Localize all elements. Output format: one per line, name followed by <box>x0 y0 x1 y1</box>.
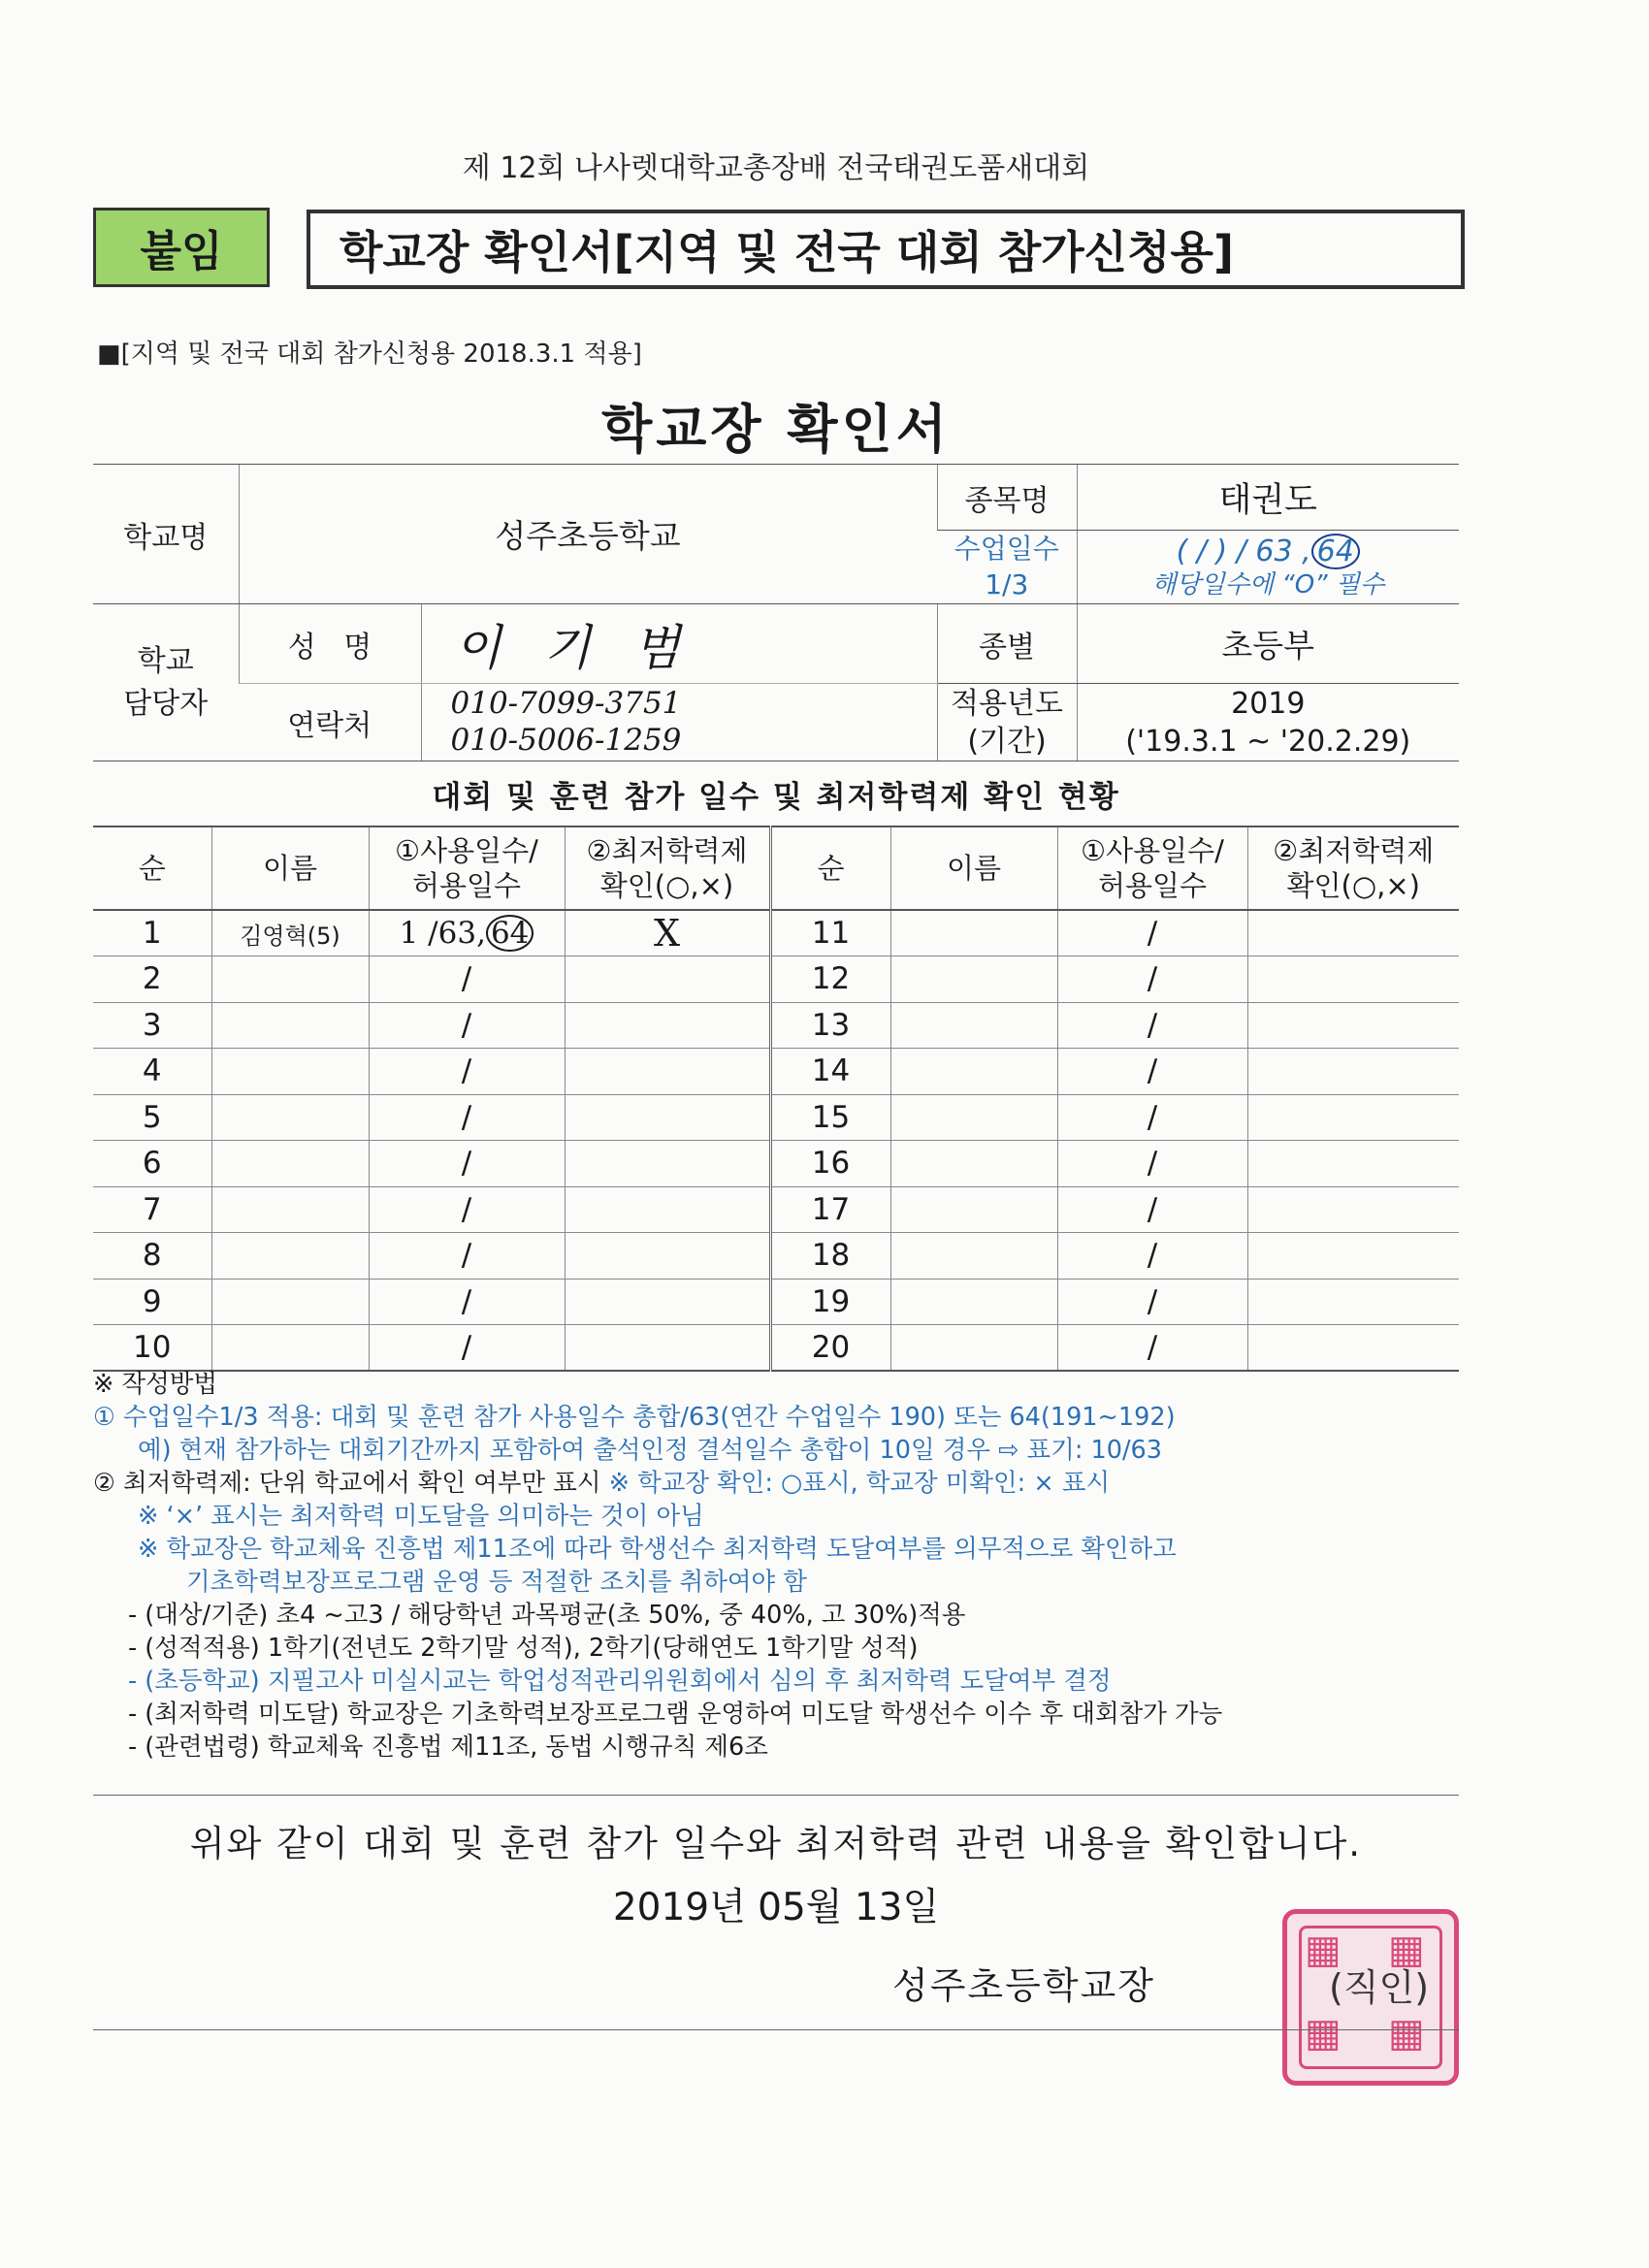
row-check-right <box>1247 1094 1459 1141</box>
row-days-text: / <box>461 1330 472 1365</box>
header-days <box>369 826 565 910</box>
table-row <box>93 1279 1459 1325</box>
table-header-row <box>93 826 1459 910</box>
row-no-right <box>770 956 890 1003</box>
row-no-text: 6 <box>142 1146 162 1182</box>
row-days <box>369 1002 565 1049</box>
table-row <box>93 1049 1459 1095</box>
row-no <box>93 1002 211 1049</box>
row-name <box>211 1002 369 1049</box>
row-days-right <box>1057 1279 1247 1325</box>
year-number: 2019 <box>1231 686 1306 721</box>
row-days-right-text: / <box>1147 916 1158 951</box>
header-days-line2: 허용일수 <box>411 869 522 902</box>
method-line-9: - (초등학교) 지필고사 미실시교는 학업성적관리위원회에서 심의 후 최저학력 도달여부 결정 <box>128 1667 1112 1696</box>
row-no-right <box>770 1141 890 1187</box>
method-line-4: ※ ‘×’ 표시는 최저학력 미도달을 의미하는 것이 아님 <box>138 1502 704 1531</box>
row-check-right <box>1247 1279 1459 1325</box>
attachment-badge: 붙임 <box>93 208 270 287</box>
method-line-1: ① 수업일수1/3 적용: 대회 및 훈련 참가 사용일수 총합/63(연간 수업일수 190) 또는 64(191~192) <box>93 1403 1176 1432</box>
row-days-right <box>1057 1094 1247 1141</box>
method-line-8: - (성적적용) 1학기(전년도 2학기말 성적), 2학기(당해연도 1학기말 성적) <box>128 1634 919 1663</box>
row-days-text: / <box>461 1053 472 1089</box>
row-days-text: / <box>461 1191 472 1227</box>
row-no-right <box>770 910 890 956</box>
row-no-right-text: 14 <box>811 1053 851 1089</box>
header-days-right <box>1057 826 1247 910</box>
row-days-text: 1 /63, <box>399 915 486 951</box>
row-no <box>93 910 211 956</box>
row-days-right <box>1057 1049 1247 1095</box>
year-label-line1: 적용년도 <box>951 686 1063 721</box>
row-days-text: / <box>461 1007 472 1043</box>
table-row <box>93 956 1459 1003</box>
header-min-right-line2: 확인(○,×) <box>1286 869 1420 902</box>
header-min-line2: 확인(○,×) <box>599 869 734 902</box>
row-no-text: 9 <box>142 1283 162 1319</box>
row-name-right <box>890 1325 1057 1372</box>
class-days-fraction: ( / ) / 63 , <box>1176 534 1311 568</box>
class-days-label-line1: 수업일수 <box>954 533 1059 566</box>
row-no <box>93 1279 211 1325</box>
row-days-right-text: / <box>1147 961 1158 997</box>
row-days-right-text: / <box>1147 1007 1158 1043</box>
name-label: 성 명 <box>239 604 421 684</box>
document-title: 학교장 확인서 <box>601 399 951 460</box>
row-days <box>369 1279 565 1325</box>
header-days-line1: ①사용일수/ <box>395 833 538 867</box>
sport-label: 종목명 <box>937 465 1077 531</box>
row-no <box>93 1141 211 1187</box>
row-no-text: 10 <box>133 1330 172 1365</box>
row-name-right <box>890 956 1057 1003</box>
row-no <box>93 1325 211 1372</box>
row-name-text: 김영혁(5) <box>240 922 340 950</box>
row-days-right-text: / <box>1147 1330 1158 1365</box>
row-days <box>369 956 565 1003</box>
method-line-11: - (관련법령) 학교체육 진흥법 제11조, 동법 시행규칙 제6조 <box>128 1733 768 1762</box>
row-check-right <box>1247 910 1459 956</box>
seal-mark: ▦ <box>1305 2011 1342 2056</box>
row-name-right <box>890 1049 1057 1095</box>
divider-top <box>93 1795 1459 1796</box>
row-no-right-text: 20 <box>811 1330 851 1365</box>
row-no-right <box>770 1233 890 1280</box>
seal-label: (직인) <box>1329 1966 1430 2009</box>
row-days <box>369 1325 565 1372</box>
row-no-right <box>770 1049 890 1095</box>
row-days-right-text: / <box>1147 1099 1158 1135</box>
row-name-right <box>890 910 1057 956</box>
row-name <box>211 1233 369 1280</box>
row-check <box>565 1279 770 1325</box>
header-name: 이름 <box>211 826 369 910</box>
row-no-text: 2 <box>142 961 162 997</box>
phone-1: 010-7099-3751 <box>450 686 682 722</box>
seal-mark: ▦ <box>1388 1928 1425 1972</box>
table-row <box>93 1094 1459 1141</box>
row-no-right <box>770 1325 890 1372</box>
row-days <box>369 910 565 956</box>
row-name <box>211 1186 369 1233</box>
table-row <box>93 1186 1459 1233</box>
name-value: 이 기 범 <box>421 604 937 684</box>
row-no-right <box>770 1279 890 1325</box>
method-line-3 <box>93 1467 1471 1500</box>
row-days <box>369 1186 565 1233</box>
school-label: 학교명 <box>93 465 239 604</box>
row-check-right <box>1247 1325 1459 1372</box>
row-check <box>565 956 770 1003</box>
row-no-text: 8 <box>142 1238 162 1274</box>
divider-bottom <box>93 2029 1459 2030</box>
row-no-text: 3 <box>142 1007 162 1043</box>
row-check-text: X <box>653 912 681 955</box>
row-check <box>565 1094 770 1141</box>
table-row <box>93 1141 1459 1187</box>
row-name-right <box>890 1094 1057 1141</box>
row-no-right-text: 18 <box>811 1238 851 1274</box>
row-no <box>93 1233 211 1280</box>
method-line-5: ※ 학교장은 학교체육 진흥법 제11조에 따라 학생선수 최저학력 도달여부를 의무적으로 확인하고 <box>138 1535 1177 1564</box>
header-min-right <box>1247 826 1459 910</box>
row-name <box>211 1325 369 1372</box>
row-check <box>565 1141 770 1187</box>
row-name <box>211 1141 369 1187</box>
row-days-text: / <box>461 1238 472 1274</box>
row-days-text: / <box>461 1283 472 1319</box>
row-check <box>565 910 770 956</box>
confirm-text: 위와 같이 대회 및 훈련 참가 일수와 최저학력 관련 내용을 확인합니다. <box>189 1823 1363 1864</box>
row-days-right <box>1057 1325 1247 1372</box>
date-line: 2019년 05월 13일 <box>612 1886 940 1929</box>
apply-note: ■[지역 및 전국 대회 참가신청용 2018.3.1 적용] <box>97 340 642 369</box>
method-line-10: - (최저학력 미도달) 학교장은 기초학력보장프로그램 운영하여 미도달 학생선수 이수 후 대회참가 가능 <box>128 1700 1223 1729</box>
row-days <box>369 1094 565 1141</box>
class-days-note: 해당일수에 “O” 필수 <box>1151 570 1385 599</box>
table-row <box>93 1325 1459 1372</box>
row-name-right <box>890 1141 1057 1187</box>
row-no-right-text: 17 <box>811 1191 851 1227</box>
seal-mark: ▦ <box>1388 2011 1425 2056</box>
row-name <box>211 956 369 1003</box>
method-line-2: 예) 현재 참가하는 대회기간까지 포함하여 출석인정 결석일수 총합이 10일 경우 ⇨ 표기: 10/63 <box>138 1436 1162 1465</box>
table-row <box>93 1233 1459 1280</box>
row-name-right <box>890 1279 1057 1325</box>
row-check <box>565 1049 770 1095</box>
row-name-right <box>890 1186 1057 1233</box>
table-row <box>93 1002 1459 1049</box>
contact-person-label-line2: 담당자 <box>123 686 209 721</box>
header-name-right: 이름 <box>890 826 1057 910</box>
header-days-right-line2: 허용일수 <box>1097 869 1208 902</box>
row-check <box>565 1186 770 1233</box>
class-days-label-line2: 1/3 <box>985 567 1029 600</box>
table-row <box>93 910 1459 956</box>
contact-person-label <box>93 604 239 761</box>
row-no-right-text: 15 <box>811 1099 851 1135</box>
row-no <box>93 1049 211 1095</box>
row-days-right-text: / <box>1147 1146 1158 1182</box>
row-no-text: 1 <box>142 916 162 951</box>
class-days-value <box>1077 531 1459 604</box>
row-days <box>369 1141 565 1187</box>
header-days-right-line1: ①사용일수/ <box>1081 833 1224 867</box>
class-days-label <box>937 531 1077 604</box>
row-no-right <box>770 1186 890 1233</box>
row-check-right <box>1247 956 1459 1003</box>
row-days <box>369 1049 565 1095</box>
row-days-text: / <box>461 961 472 997</box>
row-no-text: 4 <box>142 1053 162 1089</box>
row-no-right <box>770 1002 890 1049</box>
year-label-line2: (기간) <box>967 724 1047 759</box>
row-check-right <box>1247 1233 1459 1280</box>
year-value <box>1077 684 1459 761</box>
header-min <box>565 826 770 910</box>
row-days-right-text: / <box>1147 1283 1158 1319</box>
row-name <box>211 910 369 956</box>
phone-label: 연락처 <box>239 684 421 761</box>
year-label <box>937 684 1077 761</box>
row-no-right-text: 16 <box>811 1146 851 1182</box>
row-no-text: 5 <box>142 1099 162 1135</box>
row-no-text: 7 <box>142 1191 162 1227</box>
row-days-circled: 64 <box>486 915 534 952</box>
row-check-right <box>1247 1049 1459 1095</box>
info-table <box>93 464 1459 761</box>
category-label: 종별 <box>937 604 1077 684</box>
row-days-text: / <box>461 1099 472 1135</box>
phone-values <box>421 684 937 761</box>
method-line-7: - (대상/기준) 초4 ~고3 / 해당학년 과목평균(초 50%, 중 40%, 고 30%)적용 <box>128 1601 966 1630</box>
header-min-line1: ②최저학력제 <box>586 833 748 867</box>
row-no <box>93 1094 211 1141</box>
row-days-right <box>1057 910 1247 956</box>
school-value: 성주초등학교 <box>239 465 937 604</box>
header-no: 순 <box>93 826 211 910</box>
row-days-right <box>1057 1186 1247 1233</box>
writing-method <box>93 1368 1471 1764</box>
row-check <box>565 1233 770 1280</box>
year-period: ('19.3.1 ~ '20.2.29) <box>1125 724 1411 759</box>
method-heading: ※ 작성방법 <box>93 1370 218 1399</box>
status-heading: 대회 및 훈련 참가 일수 및 최저학력제 확인 현황 <box>432 780 1120 815</box>
method-line-6: 기초학력보장프로그램 운영 등 적절한 조치를 취하여야 함 <box>186 1568 807 1597</box>
category-value: 초등부 <box>1077 604 1459 684</box>
row-days-text: / <box>461 1146 472 1182</box>
method-line-3-a: ② 최저학력제: 단위 학교에서 확인 여부만 표시 <box>93 1469 609 1498</box>
table-body <box>93 910 1459 1371</box>
contest-title: 제 12회 나사렛대학교총장배 전국태권도품새대회 <box>462 151 1090 185</box>
row-no <box>93 956 211 1003</box>
participation-table <box>93 826 1459 1372</box>
header-title: 학교장 확인서[지역 및 전국 대회 참가신청용] <box>307 210 1465 289</box>
class-days-circled: 64 <box>1311 534 1360 569</box>
row-check <box>565 1002 770 1049</box>
row-name <box>211 1279 369 1325</box>
row-no <box>93 1186 211 1233</box>
row-days-right-text: / <box>1147 1053 1158 1089</box>
row-check-right <box>1247 1002 1459 1049</box>
row-no-right <box>770 1094 890 1141</box>
phone-2: 010-5006-1259 <box>450 722 682 758</box>
row-days-right <box>1057 1233 1247 1280</box>
row-name-right <box>890 1002 1057 1049</box>
row-check-right <box>1247 1186 1459 1233</box>
principal-name: 성주초등학교장 <box>892 1964 1155 2007</box>
row-name <box>211 1094 369 1141</box>
row-no-right-text: 13 <box>811 1007 851 1043</box>
header-no-right: 순 <box>770 826 890 910</box>
row-no-right-text: 12 <box>811 961 851 997</box>
row-check <box>565 1325 770 1372</box>
row-no-right-text: 19 <box>811 1283 851 1319</box>
sport-value: 태권도 <box>1077 465 1459 531</box>
seal-mark: ▦ <box>1305 1928 1342 1972</box>
row-no-right-text: 11 <box>811 916 851 951</box>
row-days-right-text: / <box>1147 1191 1158 1227</box>
header-min-right-line1: ②최저학력제 <box>1273 833 1435 867</box>
method-line-3-b: ※ 학교장 확인: ○표시, 학교장 미확인: × 표시 <box>608 1469 1111 1498</box>
row-days-right <box>1057 956 1247 1003</box>
row-check-right <box>1247 1141 1459 1187</box>
row-name-right <box>890 1233 1057 1280</box>
row-days <box>369 1233 565 1280</box>
row-days-right <box>1057 1002 1247 1049</box>
row-days-right-text: / <box>1147 1238 1158 1274</box>
contact-person-label-line1: 학교 <box>137 644 194 678</box>
row-days-right <box>1057 1141 1247 1187</box>
row-name <box>211 1049 369 1095</box>
